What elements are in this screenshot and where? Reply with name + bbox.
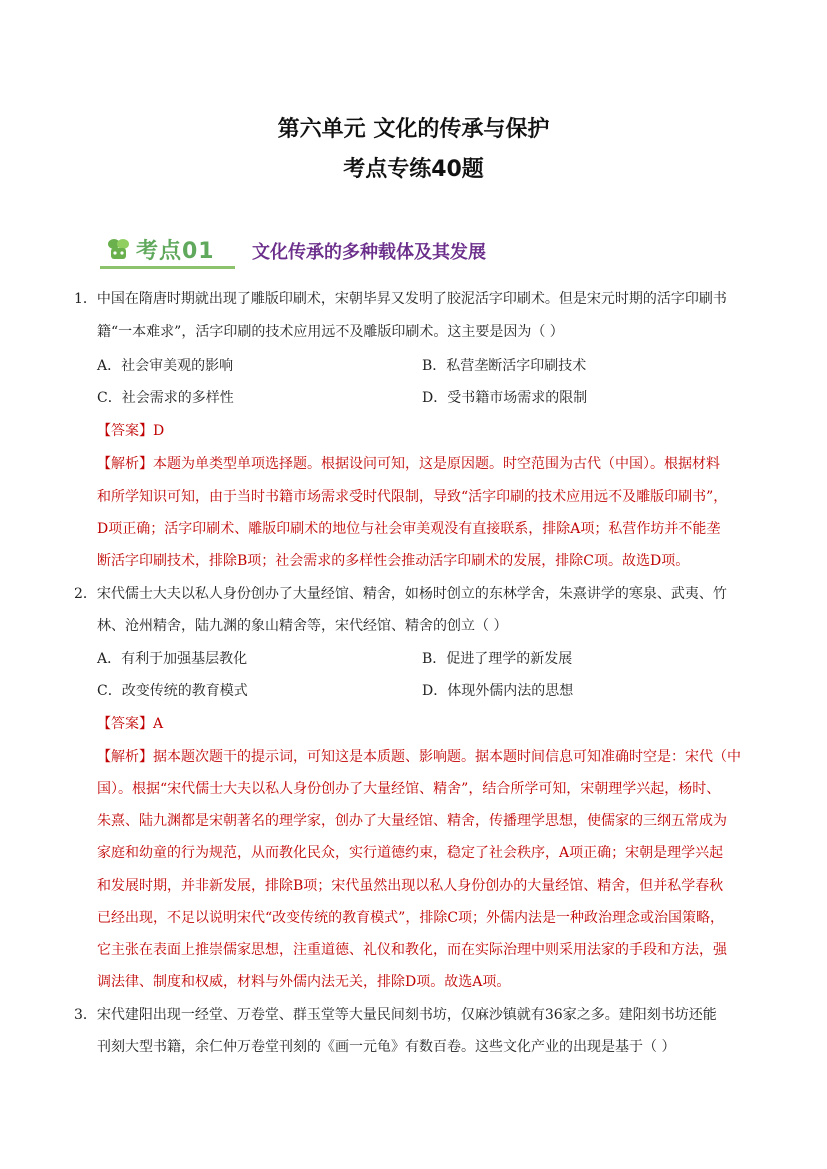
q3-stem-line1: 3．宋代建阳出现一经堂、万卷堂、群玉堂等大量民间刻书坊，仅麻沙镇就有36家之多。建阳刻书坊还能 <box>74 1007 717 1023</box>
q2-option-b: B．促进了理学的新发展 <box>422 651 573 667</box>
q3-stem-line2: 刊刻大型书籍，余仁仲万卷堂刊刻的《画一元龟》有数百卷。这些文化产业的出现是基于（ ） <box>97 1039 676 1055</box>
q1-option-d: D．受书籍市场需求的限制 <box>422 390 588 406</box>
q1-option-c: C．社会需求的多样性 <box>97 390 234 406</box>
badge-underline <box>100 266 235 269</box>
q2-explanation-line7: 它主张在表面上推崇儒家思想，注重道德、礼仪和教化，而在实际治理中则采用法家的手段和方法，强 <box>97 942 727 958</box>
q2-option-c: C．改变传统的教育模式 <box>97 683 248 699</box>
q2-explanation-line5: 和发展时期，并非新发展，排除B项；宋代虽然出现以私人身份创办的大量经馆、精舍，但并私学春秋 <box>97 878 724 894</box>
section-badge <box>100 232 235 268</box>
q2-explanation-line8: 调法律、制度和权威，材料与外儒内法无关，排除D项。故选A项。 <box>97 974 511 990</box>
q1-stem-line1: 1．中国在隋唐时期就出现了雕版印刷术，宋朝毕昇又发明了胶泥活字印刷术。但是宋元时期的活字印刷书 <box>74 291 727 307</box>
q1-answer: 【答案】D <box>97 423 165 439</box>
section-badge-label: 考点01 <box>136 239 215 264</box>
q1-explanation-line4: 断活字印刷技术，排除B项；社会需求的多样性会推动活字印刷术的发展，排除C项。故选D项。 <box>97 553 690 569</box>
section-title: 文化传承的多种载体及其发展 <box>252 242 486 263</box>
q2-explanation-line6: 已经出现，不足以说明宋代“改变传统的教育模式”，排除C项；外儒内法是一种政治理念或治国策略， <box>97 910 725 926</box>
page-subtitle: 考点专练40题 <box>343 157 484 182</box>
leaf-icon <box>104 235 132 263</box>
q2-explanation-line4: 家庭和幼童的行为规范，从而教化民众，实行道德约束，稳定了社会秩序，A项正确；宋朝是理学兴起 <box>97 845 724 861</box>
q2-stem-line1: 2．宋代儒士大夫以私人身份创办了大量经馆、精舍，如杨时创立的东林学舍，朱熹讲学的寒泉、武夷、竹 <box>74 586 727 602</box>
q2-stem-line2: 林、沧州精舍，陆九渊的象山精舍等，宋代经馆、精舍的创立（ ） <box>97 618 508 634</box>
q1-stem-line2: 籍“一本难求”，活字印刷的技术应用远不及雕版印刷术。这主要是因为（ ） <box>97 324 564 340</box>
q1-option-b: B．私营垄断活字印刷技术 <box>422 358 587 374</box>
q2-explanation-line2: 国）。根据“宋代儒士大夫以私人身份创办了大量经馆、精舍”，结合所学可知，宋朝理学兴起，杨时、 <box>97 781 721 797</box>
q2-answer: 【答案】A <box>97 716 164 732</box>
page-title: 第六单元 文化的传承与保护 <box>277 117 550 142</box>
q2-option-d: D．体现外儒内法的思想 <box>422 683 574 699</box>
q2-explanation-line3: 朱熹、陆九渊都是宋朝著名的理学家，创办了大量经馆、精舍，传播理学思想，使儒家的三纲五常成为 <box>97 813 727 829</box>
q1-option-a: A．社会审美观的影响 <box>97 358 234 374</box>
q1-explanation-line1: 【解析】本题为单类型单项选择题。根据设问可知，这是原因题。时空范围为古代（中国）。根据材料 <box>97 456 720 472</box>
q2-option-a: A．有利于加强基层教化 <box>97 651 248 667</box>
q1-explanation-line2: 和所学知识可知，由于当时书籍市场需求受时代限制，导致“活字印刷的技术应用远不及雕版印刷书”， <box>97 489 728 505</box>
q1-explanation-line3: D项正确；活字印刷术、雕版印刷术的地位与社会审美观没有直接联系，排除A项；私营作坊并不能垄 <box>97 521 721 537</box>
q2-explanation-line1: 【解析】据本题次题干的提示词，可知这是本质题、影响题。据本题时间信息可知准确时空是：宋代（中 <box>97 749 741 765</box>
